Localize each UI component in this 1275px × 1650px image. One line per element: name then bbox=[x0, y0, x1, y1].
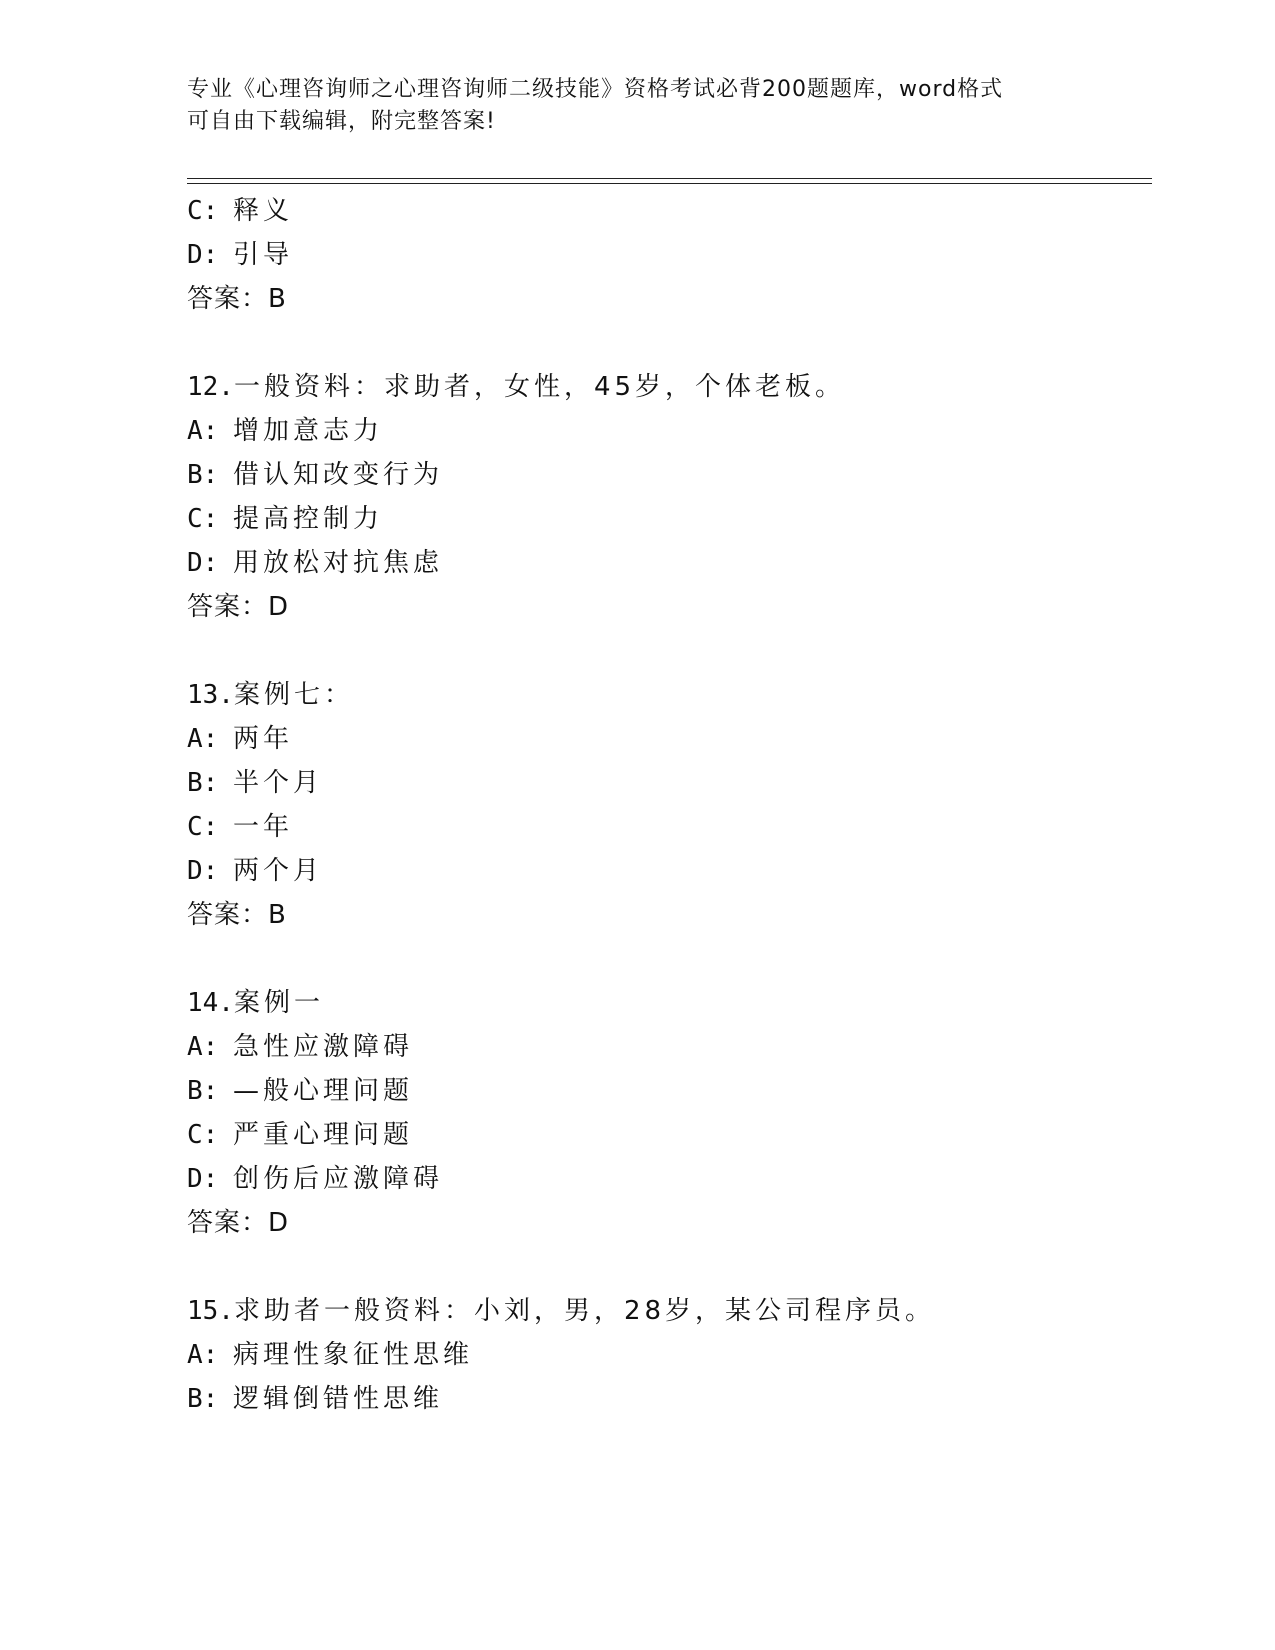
option-row bbox=[187, 502, 383, 536]
option-text: 创伤后应激障碍 bbox=[233, 1164, 444, 1194]
option-text: 提高控制力 bbox=[233, 504, 384, 534]
option-text: 引导 bbox=[233, 240, 294, 270]
option-row bbox=[187, 1118, 413, 1152]
option-row bbox=[187, 414, 383, 448]
option-label: A: bbox=[187, 1340, 219, 1370]
question-number: 12. bbox=[187, 372, 234, 402]
option-text: 释义 bbox=[233, 196, 294, 226]
option-row bbox=[187, 854, 323, 888]
option-row bbox=[187, 1030, 413, 1064]
option-label: A: bbox=[187, 724, 219, 754]
option-row bbox=[187, 722, 293, 756]
option-text: 两年 bbox=[233, 724, 294, 754]
question-text: 案例一 bbox=[233, 988, 324, 1018]
option-text: —般心理问题 bbox=[233, 1076, 414, 1106]
option-text: 用放松对抗焦虑 bbox=[233, 548, 444, 578]
header-title-line-2: 可自由下载编辑，附完整答案! bbox=[187, 109, 496, 134]
option-row bbox=[187, 1074, 413, 1108]
option-label: B: bbox=[187, 768, 219, 798]
option-text: 逻辑倒错性思维 bbox=[233, 1384, 444, 1414]
option-text: 借认知改变行为 bbox=[233, 460, 444, 490]
option-label: C: bbox=[187, 504, 219, 534]
option-label: B: bbox=[187, 1384, 219, 1414]
option-text: 半个月 bbox=[233, 768, 324, 798]
option-row bbox=[187, 1338, 473, 1372]
question-stem bbox=[187, 986, 324, 1020]
option-row bbox=[187, 810, 293, 844]
option-row bbox=[187, 766, 323, 800]
question-text: 求助者一般资料：小刘，男，28岁，某公司程序员。 bbox=[233, 1296, 936, 1326]
option-text: 急性应激障碍 bbox=[233, 1032, 414, 1062]
option-label: B: bbox=[187, 460, 219, 490]
answer-line: 答案：B bbox=[187, 900, 287, 930]
question-text: 一般资料：求助者，女性，45岁，个体老板。 bbox=[233, 372, 846, 402]
question-text: 案例七： bbox=[233, 680, 354, 710]
option-row bbox=[187, 1162, 443, 1196]
option-label: C: bbox=[187, 196, 219, 226]
question-stem bbox=[187, 370, 845, 404]
option-label: D: bbox=[187, 240, 219, 270]
option-row bbox=[187, 194, 293, 228]
option-text: 一年 bbox=[233, 812, 294, 842]
question-stem bbox=[187, 1294, 935, 1328]
answer-line: 答案：D bbox=[187, 1208, 290, 1238]
question-stem bbox=[187, 678, 354, 712]
header-divider-top bbox=[187, 178, 1152, 179]
answer-line: 答案：B bbox=[187, 284, 287, 314]
header-divider-bottom bbox=[187, 183, 1152, 184]
option-label: B: bbox=[187, 1076, 219, 1106]
option-label: D: bbox=[187, 856, 219, 886]
option-label: C: bbox=[187, 812, 219, 842]
option-row bbox=[187, 458, 443, 492]
option-text: 病理性象征性思维 bbox=[233, 1340, 474, 1370]
option-row bbox=[187, 546, 443, 580]
header-title-line-1: 专业《心理咨询师之心理咨询师二级技能》资格考试必背200题题库，word格式 bbox=[187, 77, 1004, 102]
option-row bbox=[187, 238, 293, 272]
option-row bbox=[187, 1382, 443, 1416]
document-header bbox=[187, 74, 1087, 138]
question-number: 13. bbox=[187, 680, 234, 710]
option-label: A: bbox=[187, 416, 219, 446]
question-number: 14. bbox=[187, 988, 234, 1018]
answer-line: 答案：D bbox=[187, 592, 290, 622]
option-label: A: bbox=[187, 1032, 219, 1062]
question-number: 15. bbox=[187, 1296, 234, 1326]
option-text: 两个月 bbox=[233, 856, 324, 886]
option-text: 严重心理问题 bbox=[233, 1120, 414, 1150]
option-label: D: bbox=[187, 1164, 219, 1194]
option-label: C: bbox=[187, 1120, 219, 1150]
option-label: D: bbox=[187, 548, 219, 578]
option-text: 增加意志力 bbox=[233, 416, 384, 446]
